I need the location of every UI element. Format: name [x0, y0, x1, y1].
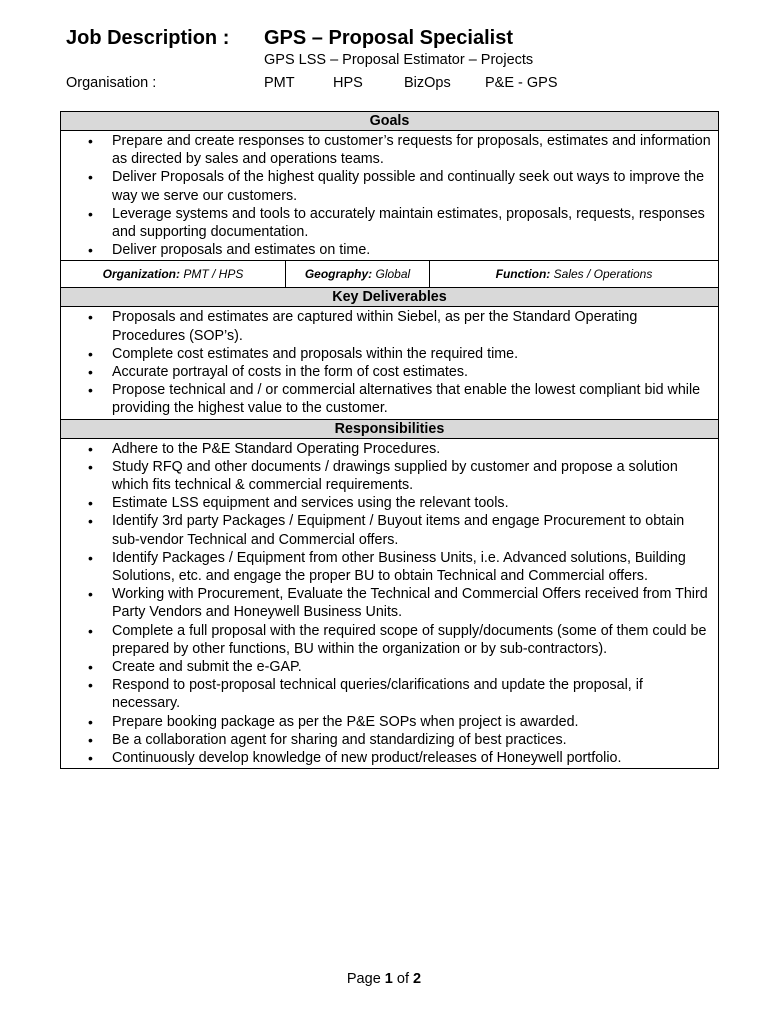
of-word: of	[396, 971, 409, 987]
list-item: • Identify Packages / Equipment from other Business Units, i.e. Advanced solutions, Building Solutions, etc. and engage the proper BU to obtain Technical and Commercial offers.	[112, 549, 712, 585]
list-item: • Complete cost estimates and proposals within the required time.	[112, 345, 712, 363]
list-item: • Accurate portrayal of costs in the form of cost estimates.	[112, 363, 712, 381]
list-item: • Working with Procurement, Evaluate the Technical and Commercial Offers received from Third Party Vendors and Honeywell Business Units.	[112, 585, 712, 621]
list-item: • Leverage systems and tools to accurately maintain estimates, proposals, requests, responses and supporting documentation.	[112, 205, 712, 241]
org-item-pmt: PMT	[264, 75, 295, 91]
responsibilities-heading: Responsibilities	[61, 419, 719, 438]
org-item-pe-gps: P&E - GPS	[485, 75, 558, 91]
job-description-table	[60, 111, 719, 769]
key-deliverables-section	[61, 307, 719, 419]
deliverables-list	[61, 307, 718, 418]
job-subtitle: GPS LSS – Proposal Estimator – Projects	[264, 52, 534, 68]
page-current: 1	[384, 971, 393, 987]
list-item: • Deliver Proposals of the highest quality possible and continually seek out ways to improve the way we serve our customers.	[112, 168, 712, 204]
page-word: Page	[346, 971, 381, 987]
list-item: • Prepare and create responses to customer’s requests for proposals, estimates and information as directed by sales and operations teams.	[112, 132, 712, 168]
goals-heading: Goals	[61, 112, 719, 131]
list-item: • Respond to post-proposal technical queries/clarifications and update the proposal, if necessary.	[112, 676, 712, 712]
organization-label: Organization:	[102, 267, 180, 282]
responsibilities-list	[61, 439, 718, 769]
organisation-label: Organisation :	[66, 75, 157, 91]
list-item: • Identify 3rd party Packages / Equipment / Buyout items and engage Procurement to obtain sub-vendor Technical and Commercial offers.	[112, 512, 712, 548]
org-item-hps: HPS	[333, 75, 363, 91]
list-item: • Complete a full proposal with the required scope of supply/documents (some of them could be prepared by other functions, BU within the organization or by sub-contractors).	[112, 622, 712, 658]
job-description-label: Job Description :	[66, 27, 230, 49]
org-item-bizops: BizOps	[404, 75, 451, 91]
list-item: • Adhere to the P&E Standard Operating Procedures.	[112, 440, 712, 458]
job-title: GPS – Proposal Specialist	[264, 27, 513, 49]
geography-value: Global	[375, 267, 411, 282]
goals-section	[61, 131, 719, 261]
list-item: • Estimate LSS equipment and services using the relevant tools.	[112, 494, 712, 512]
list-item: • Propose technical and / or commercial alternatives that enable the lowest compliant bid while providing the highest value to the customer.	[112, 381, 712, 417]
function-value: Sales / Operations	[553, 267, 653, 282]
list-item: • Prepare booking package as per the P&E SOPs when project is awarded.	[112, 713, 712, 731]
function-cell	[430, 261, 719, 288]
key-deliverables-heading: Key Deliverables	[61, 288, 719, 307]
list-item: • Deliver proposals and estimates on time.	[112, 241, 712, 259]
goals-list	[61, 131, 718, 260]
geography-cell	[286, 261, 430, 288]
page-footer	[0, 971, 768, 987]
organization-value: PMT / HPS	[183, 267, 244, 282]
page-total: 2	[413, 971, 422, 987]
organization-cell	[61, 261, 286, 288]
geography-label: Geography:	[304, 267, 373, 282]
list-item: • Study RFQ and other documents / drawings supplied by customer and propose a solution which fits technical & commercial requirements.	[112, 458, 712, 494]
function-label: Function:	[495, 267, 551, 282]
list-item: • Proposals and estimates are captured within Siebel, as per the Standard Operating Procedures (SOP’s).	[112, 308, 712, 344]
list-item: • Be a collaboration agent for sharing and standardizing of best practices.	[112, 731, 712, 749]
responsibilities-section	[61, 438, 719, 769]
list-item: • Create and submit the e-GAP.	[112, 658, 712, 676]
list-item: • Continuously develop knowledge of new product/releases of Honeywell portfolio.	[112, 749, 712, 767]
